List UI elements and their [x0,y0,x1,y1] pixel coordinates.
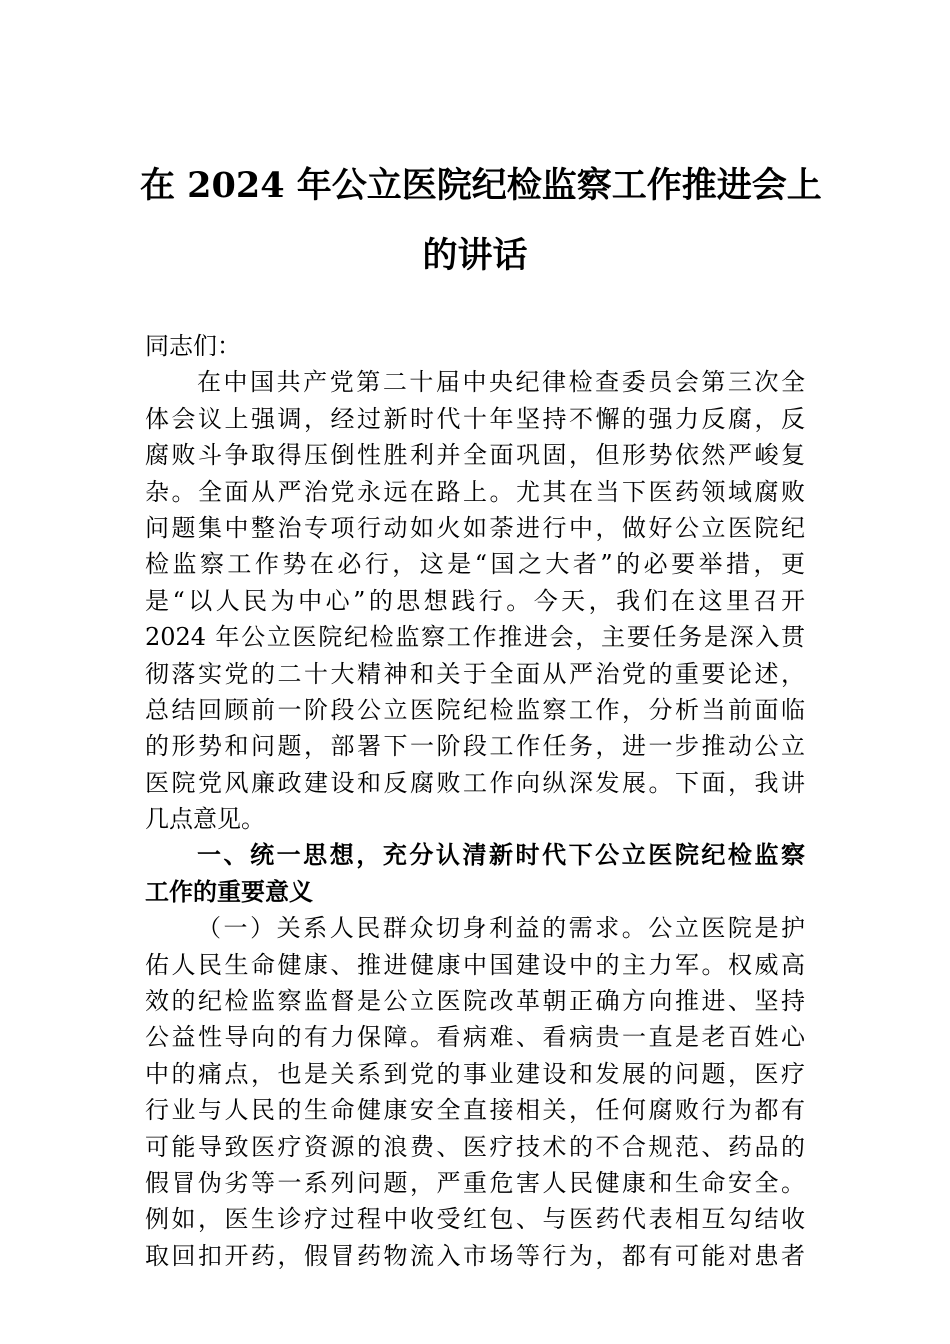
document-title-line-1: 在 2024 年公立医院纪检监察工作推进会上 [140,165,822,206]
paragraph-line: 是“以人民为中心”的思想践行。今天，我们在这里召开 [145,586,805,615]
paragraph-line: 2024 年公立医院纪检监察工作推进会，主要任务是深入贯 [145,623,805,652]
subsection-first-line [145,910,805,946]
paragraph-line: 腐败斗争取得压倒性胜利并全面巩固，但形势依然严峻复 [145,441,805,470]
paragraph-line: 体会议上强调，经过新时代十年坚持不懈的强力反腐，反 [145,404,805,433]
paragraph-line: 假冒伪劣等一系列问题，严重危害人民健康和生命安全。 [145,1168,805,1197]
paragraph-line: 效的纪检监察监督是公立医院改革朝正确方向推进、坚持 [145,987,805,1016]
paragraph-line: 例如，医生诊疗过程中收受红包、与医药代表相互勾结收 [145,1205,805,1234]
paragraph-line: 佑人民生命健康、推进健康中国建设中的主力军。权威高 [145,950,805,979]
salutation: 同志们： [145,332,241,360]
subsection-text: 公立医院是护 [648,914,805,943]
paragraph-line: 的形势和问题，部署下一阶段工作任务，进一步推动公立 [145,732,805,761]
paragraph-line: 取回扣开药，假冒药物流入市场等行为，都有可能对患者 [145,1241,805,1270]
paragraph-line: 总结回顾前一阶段公立医院纪检监察工作，分析当前面临 [145,695,805,724]
paragraph-line: 在中国共产党第二十届中央纪律检查委员会第三次全 [197,368,805,397]
paragraph-line: 几点意见。 [145,805,265,834]
document-title-line-2: 的讲话 [422,235,528,276]
section-heading-line: 一、统一思想，充分认清新时代下公立医院纪检监察 [197,841,805,870]
paragraph-line: 医院党风廉政建设和反腐败工作向纵深发展。下面，我讲 [145,768,805,797]
paragraph-line: 检监察工作势在必行，这是“国之大者”的必要举措，更 [145,550,805,579]
paragraph-line: 中的痛点，也是关系到党的事业建设和发展的问题，医疗 [145,1059,805,1088]
paragraph-line: 杂。全面从严治党永远在路上。尤其在当下医药领域腐败 [145,477,805,506]
paragraph-line: 可能导致医疗资源的浪费、医疗技术的不合规范、药品的 [145,1132,805,1161]
paragraph-line: 问题集中整治专项行动如火如荼进行中，做好公立医院纪 [145,513,805,542]
paragraph-line: 行业与人民的生命健康安全直接相关，任何腐败行为都有 [145,1096,805,1125]
document-body [145,328,805,1274]
paragraph-line: 彻落实党的二十大精神和关于全面从严治党的重要论述， [145,659,805,688]
paragraph-line: 公益性导向的有力保障。看病难、看病贵一直是老百姓心 [145,1023,805,1052]
section-heading-line: 工作的重要意义 [145,877,313,906]
subsection-heading: （一）关系人民群众切身利益的需求。 [197,914,649,943]
